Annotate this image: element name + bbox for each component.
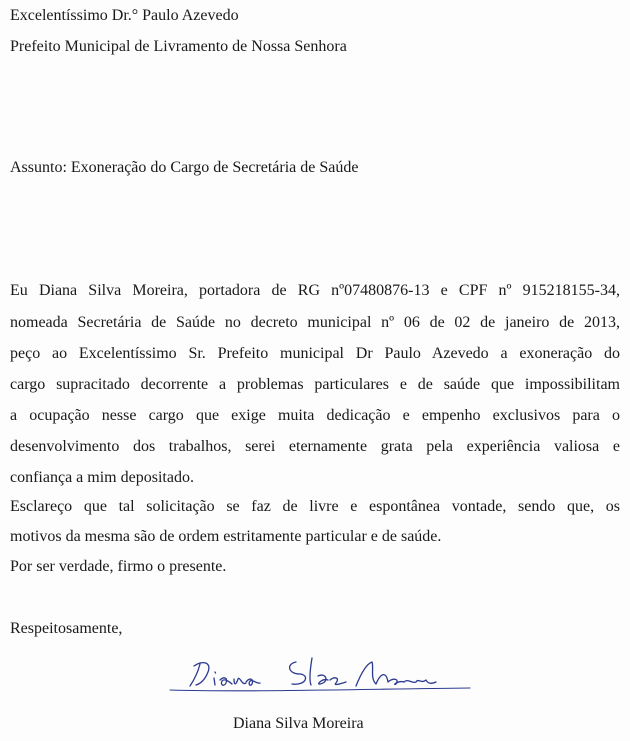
paragraph-3: Por ser verdade, firmo o presente.	[10, 558, 227, 575]
paragraph-line: desenvolvimento dos trabalhos, serei eternamente grata pela experiência valiosa e	[10, 438, 620, 455]
subject-line: Assunto: Exoneração do Cargo de Secretária de Saúde	[10, 159, 359, 176]
handwritten-signature	[160, 652, 480, 700]
paragraph-line: cargo supracitado decorrente a problemas particulares e de saúde que impossibilitam	[10, 376, 620, 393]
printed-signer-name: Diana Silva Moreira	[233, 715, 364, 732]
recipient-title: Prefeito Municipal de Livramento de Nossa Senhora	[10, 38, 347, 55]
paragraph-line: nomeada Secretária de Saúde no decreto municipal nº 06 de 02 de janeiro de 2013,	[10, 314, 620, 331]
paragraph-line: peço ao Excelentíssimo Sr. Prefeito municipal Dr Paulo Azevedo a exoneração do	[10, 345, 620, 362]
paragraph-line: confiança a mim depositado.	[10, 469, 194, 486]
recipient-name: Excelentíssimo Dr.° Paulo Azevedo	[10, 7, 239, 24]
paragraph-line: Eu Diana Silva Moreira, portadora de RG nº07480876-13 e CPF nº 915218155-34,	[10, 282, 620, 299]
paragraph-line: Esclareço que tal solicitação se faz de livre e espontânea vontade, sendo que, os	[10, 498, 620, 515]
paragraph-line: a ocupação nesse cargo que exige muita dedicação e empenho exclusivos para o	[10, 407, 620, 424]
paragraph-line: motivos da mesma são de ordem estritamente particular e de saúde.	[10, 528, 442, 545]
closing: Respeitosamente,	[10, 620, 123, 637]
